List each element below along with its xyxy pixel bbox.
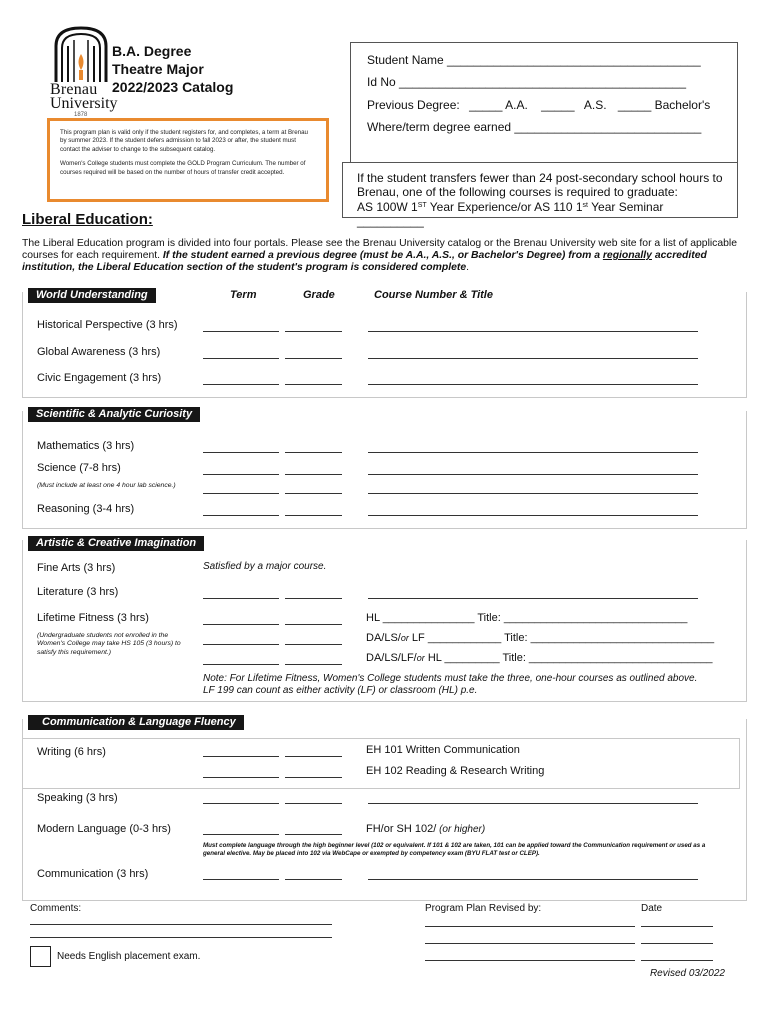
as-label: A.S. bbox=[583, 98, 607, 112]
transfer-line3: AS 100W 1ST Year Experience/or AS 110 1st Year Seminar __________ bbox=[357, 200, 664, 228]
fitness-note: (Undergraduate students not enrolled in the Women's College may take HS 105 (3 hours) to satisfy this requirement.) bbox=[37, 632, 181, 656]
brand-line2: University bbox=[50, 95, 118, 112]
revised-by-line[interactable] bbox=[425, 926, 635, 927]
course-blank[interactable] bbox=[368, 474, 698, 475]
term-blank[interactable] bbox=[203, 879, 279, 880]
grade-blank[interactable] bbox=[285, 384, 342, 385]
comments-line[interactable] bbox=[30, 924, 332, 925]
modern-language-label: Modern Language (0-3 hrs) bbox=[37, 823, 171, 835]
degree-earned-field[interactable]: Where/term degree earned ____________________________ bbox=[367, 120, 702, 134]
course-blank[interactable] bbox=[368, 452, 698, 453]
reasoning-label: Reasoning (3-4 hrs) bbox=[37, 503, 135, 515]
brenau-logo bbox=[48, 26, 118, 122]
date-line[interactable] bbox=[641, 960, 713, 961]
term-blank[interactable] bbox=[203, 834, 279, 835]
term-blank[interactable] bbox=[203, 598, 279, 599]
fine-arts-label: Fine Arts (3 hrs) bbox=[37, 562, 116, 574]
course-blank[interactable] bbox=[368, 331, 698, 332]
revision-date: Revised 03/2022 bbox=[649, 968, 725, 979]
revised-by-label: Program Plan Revised by: bbox=[425, 903, 542, 914]
brand-line1: Brenau bbox=[50, 81, 98, 98]
date-line[interactable] bbox=[641, 943, 713, 944]
title-line2: Theatre Major bbox=[112, 61, 204, 77]
notice-validity: This program plan is valid only if the student registers for, and completes, a term at Brenau by summer 2023. If the student defers admission to fall 2023 or after, the student must contact the adviser to change to the subsequent catalog. bbox=[60, 129, 308, 153]
term-blank[interactable] bbox=[203, 803, 279, 804]
grade-blank[interactable] bbox=[285, 756, 342, 757]
transfer-line2: Brenau, one of the following courses is required to graduate: bbox=[357, 185, 678, 199]
student-id-field[interactable]: Id No ___________________________________________ bbox=[367, 75, 686, 89]
student-name-field[interactable]: Student Name ______________________________________ bbox=[367, 53, 701, 67]
grade-blank[interactable] bbox=[285, 624, 342, 625]
grade-blank[interactable] bbox=[285, 515, 342, 516]
as-blank[interactable]: _____ bbox=[541, 98, 575, 112]
fh-sh-102-text: FH/or SH 102/ (or higher) bbox=[366, 823, 486, 835]
communication-label: Communication (3 hrs) bbox=[37, 868, 149, 880]
grade-blank[interactable] bbox=[285, 474, 342, 475]
grade-blank[interactable] bbox=[285, 452, 342, 453]
world-understanding-header: World Understanding bbox=[28, 288, 156, 303]
grade-blank[interactable] bbox=[285, 777, 342, 778]
term-blank[interactable] bbox=[203, 452, 279, 453]
bachelor-blank[interactable]: _____ bbox=[617, 98, 652, 112]
artistic-header: Artistic & Creative Imagination bbox=[28, 536, 204, 551]
term-blank[interactable] bbox=[203, 358, 279, 359]
course-blank[interactable] bbox=[368, 493, 698, 494]
course-blank[interactable] bbox=[368, 515, 698, 516]
grade-blank[interactable] bbox=[285, 493, 342, 494]
title-line1: B.A. Degree bbox=[112, 43, 192, 59]
term-blank[interactable] bbox=[203, 515, 279, 516]
hl-line[interactable]: HL _______________ Title: ______________________________ bbox=[366, 612, 688, 624]
aa-label: A.A. bbox=[505, 98, 528, 112]
english-placement-checkbox[interactable] bbox=[30, 946, 51, 967]
grade-blank[interactable] bbox=[285, 644, 342, 645]
eh102-text: EH 102 Reading & Research Writing bbox=[366, 765, 545, 777]
notice-womens-college: Women's College students must complete the GOLD Program Curriculum. The number of courses required will be based on the number of hours of transfer credit accepted. bbox=[60, 160, 306, 176]
term-blank[interactable] bbox=[203, 756, 279, 757]
term-blank[interactable] bbox=[203, 644, 279, 645]
term-blank[interactable] bbox=[203, 331, 279, 332]
comments-label: Comments: bbox=[30, 903, 82, 914]
brand-founded: 1878 bbox=[74, 112, 88, 118]
term-blank[interactable] bbox=[203, 624, 279, 625]
grade-blank[interactable] bbox=[285, 358, 342, 359]
student-info-box bbox=[350, 42, 738, 163]
arch-torch-icon bbox=[48, 26, 114, 82]
eh101-text: EH 101 Written Communication bbox=[366, 744, 520, 756]
science-note: (Must include at least one 4 hour lab science.) bbox=[37, 482, 176, 489]
science-label: Science (7-8 hrs) bbox=[37, 462, 121, 474]
course-blank[interactable] bbox=[368, 358, 698, 359]
writing-label: Writing (6 hrs) bbox=[37, 746, 106, 758]
language-note: Must complete language through the high beginner level (102 or equivalent. If 101 & 102 are taken, 101 can be applied toward the Communication requirement or used as a general elective. May be placed into 102 via WebCape or exempted by competency exam (BYU FLAT test or CLEP). bbox=[203, 842, 706, 858]
course-blank[interactable] bbox=[368, 384, 698, 385]
transfer-requirement-box bbox=[342, 162, 738, 228]
course-blank[interactable] bbox=[368, 598, 698, 599]
speaking-label: Speaking (3 hrs) bbox=[37, 792, 118, 804]
revised-by-line[interactable] bbox=[425, 943, 635, 944]
fine-arts-note: Satisfied by a major course. bbox=[203, 561, 327, 572]
col-course: Course Number & Title bbox=[374, 289, 493, 301]
scientific-header: Scientific & Analytic Curiosity bbox=[28, 407, 200, 422]
grade-blank[interactable] bbox=[285, 598, 342, 599]
liberal-education-intro: The Liberal Education program is divided into four portals. Please see the Brenau University catalog or the Brenau University web site for a list of applicable courses for each requirement. If the student earned a previous degree (must be A.A., A.S., or Bachelor's Degree) from a regionally accredited institution, the Liberal Education section of the student's program is considered complete. bbox=[22, 238, 738, 274]
grade-blank[interactable] bbox=[285, 664, 342, 665]
title-line3: 2022/2023 Catalog bbox=[112, 79, 234, 95]
civic-engagement-label: Civic Engagement (3 hrs) bbox=[37, 372, 162, 384]
course-blank[interactable] bbox=[368, 803, 698, 804]
catalog-notice bbox=[47, 118, 329, 202]
transfer-line1: If the student transfers fewer than 24 post-secondary school hours to bbox=[357, 171, 723, 185]
bachelor-label: Bachelor's bbox=[654, 98, 711, 112]
date-label: Date bbox=[641, 903, 663, 914]
da-ls-lf-hl-line[interactable]: DA/LS/LF/or HL _________ Title: ______________________________ bbox=[366, 652, 713, 664]
term-blank[interactable] bbox=[203, 664, 279, 665]
literature-label: Literature (3 hrs) bbox=[37, 586, 119, 598]
previous-degree-field[interactable] bbox=[367, 98, 710, 112]
historical-perspective-label: Historical Perspective (3 hrs) bbox=[37, 319, 178, 331]
term-blank[interactable] bbox=[203, 384, 279, 385]
term-blank[interactable] bbox=[203, 777, 279, 778]
lifetime-fitness-label: Lifetime Fitness (3 hrs) bbox=[37, 612, 149, 624]
grade-blank[interactable] bbox=[285, 879, 342, 880]
mathematics-label: Mathematics (3 hrs) bbox=[37, 440, 135, 452]
global-awareness-label: Global Awareness (3 hrs) bbox=[37, 346, 161, 358]
term-blank[interactable] bbox=[203, 493, 279, 494]
term-blank[interactable] bbox=[203, 474, 279, 475]
date-line[interactable] bbox=[641, 926, 713, 927]
liberal-education-heading: Liberal Education: bbox=[22, 211, 153, 228]
revised-by-line[interactable] bbox=[425, 960, 635, 961]
grade-blank[interactable] bbox=[285, 834, 342, 835]
prev-degree-label: Previous Degree: bbox=[367, 98, 460, 112]
fitness-policy-note: Note: For Lifetime Fitness, Women's College students must take the three, one-hour courses as outlined above. LF 199 can count as either activity (LF) or classroom (HL) p.e. bbox=[203, 673, 698, 696]
page-title bbox=[112, 42, 233, 96]
col-term: Term bbox=[230, 289, 257, 301]
da-ls-lf-line[interactable]: DA/LS/or LF ____________ Title: ______________________________ bbox=[366, 632, 715, 644]
english-placement-label: Needs English placement exam. bbox=[57, 951, 201, 962]
grade-blank[interactable] bbox=[285, 803, 342, 804]
course-blank[interactable] bbox=[368, 879, 698, 880]
comments-line[interactable] bbox=[30, 937, 332, 938]
communication-header: Communication & Language Fluency bbox=[28, 715, 244, 730]
aa-blank[interactable]: _____ bbox=[469, 98, 503, 112]
col-grade: Grade bbox=[303, 289, 335, 301]
grade-blank[interactable] bbox=[285, 331, 342, 332]
